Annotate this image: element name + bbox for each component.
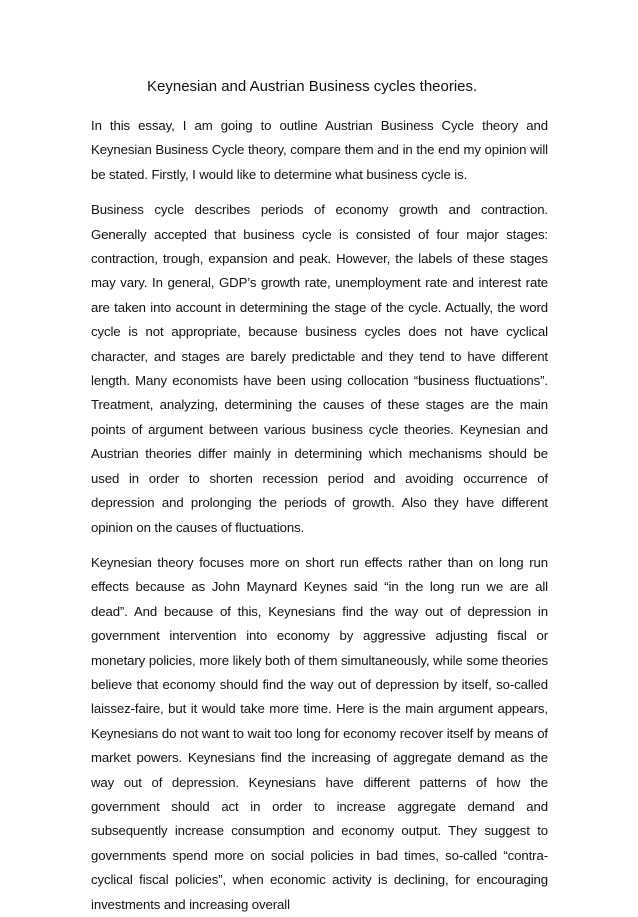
paragraph-keynesian-theory: Keynesian theory focuses more on short run effects rather than on long run effects because as John Maynard Keynes said “in the long run we are all dead”. And because of this, Keynesians find the way out of depression in government intervention into economy by aggressive adjusting fiscal or monetary policies, more likely both of them simultaneously, while some theories believe that economy should find the way out of depression by itself, so-called laissez-faire, but it would take more time. Here is the main argument appears, Keynesians do not want to wait too long for economy recover itself by means of market powers. Keynesians find the increasing of aggregate demand as the way out of depression. Keynesians have different patterns of how the government should act in order to increase aggregate demand and subsequently increase consumption and economy output. They suggest to governments spend more on social policies in bad times, so-called “contra-cyclical fiscal policies”, when economic activity is declining, for encouraging investments and increasing overall xyxy=(91,554,548,912)
paragraph-business-cycle: Business cycle describes periods of economy growth and contraction. Generally accepted that business cycle is consisted of four major stages: contraction, trough, expansion and peak. However, the labels of these stages may vary. In general, GDP’s growth rate, unemployment rate and interest rate are taken into account in determining the stage of the cycle. Actually, the word cycle is not appropriate, because business cycles does not have cyclical character, and stages are barely predictable and they tend to have different length. Many economists have been using collocation “business fluctuations”. Treatment, analyzing, determining the causes of these stages are the main points of argument between various business cycle theories. Keynesian and Austrian theories differ mainly in determining which mechanisms should be used in order to shorten recession period and avoiding occurrence of depression and prolonging the periods of growth. Also they have different opinion on the causes of fluctuations. xyxy=(91,202,548,535)
document-page xyxy=(91,78,548,917)
document-title: Keynesian and Austrian Business cycles theories. xyxy=(147,78,478,95)
paragraph-intro: In this essay, I am going to outline Austrian Business Cycle theory and Keynesian Business Cycle theory, compare them and in the end my opinion will be stated. Firstly, I would like to determine what business cycle is. xyxy=(91,118,548,182)
